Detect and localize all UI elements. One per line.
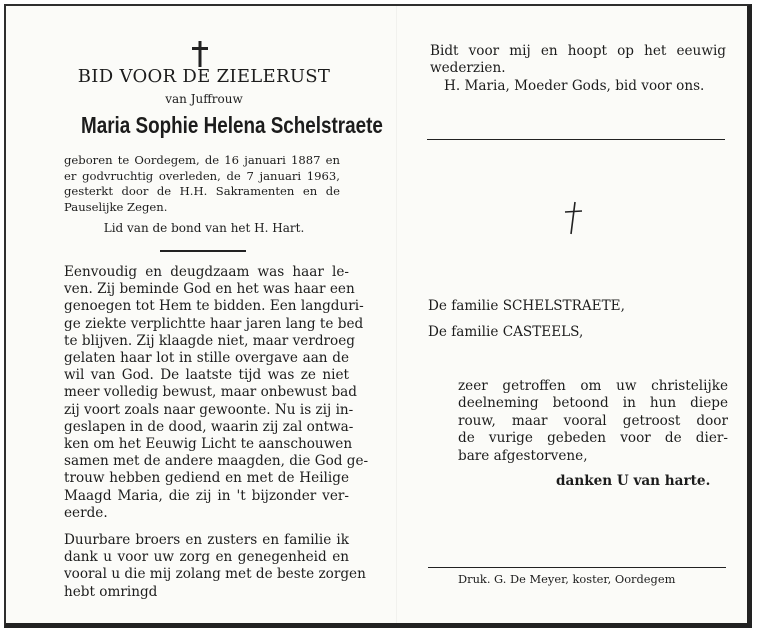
text-line: eerde. bbox=[64, 504, 108, 521]
prayer-line: Bidt voor mij en hoopt op het eeuwig bbox=[430, 43, 726, 59]
latin-cross-icon bbox=[192, 41, 208, 67]
thanks-text bbox=[458, 378, 728, 465]
van-juffrouw: van Juffrouw bbox=[165, 92, 243, 106]
text-line: hebt omringd bbox=[64, 583, 158, 600]
text-line: te blijven. Zij klaagde niet, maar verdroeg bbox=[64, 332, 355, 349]
divider bbox=[428, 567, 726, 568]
text-line: samen met de andere maagden, die God ge- bbox=[64, 453, 369, 470]
thanks-line: deelneming betoond in hun diepe bbox=[458, 395, 728, 412]
family-casteels: De familie CASTEELS, bbox=[428, 324, 584, 340]
thanks-line: bare afgestorvene, bbox=[458, 447, 588, 464]
bio-line: gesterkt door de H.H. Sakramenten en de bbox=[64, 184, 340, 199]
deceased-name: Maria Sophie Helena Schelstraete bbox=[81, 112, 383, 138]
text-line: dank u voor uw zorg en genegenheid en bbox=[64, 549, 349, 566]
text-line: wil van God. De laatste tijd was ze niet bbox=[64, 367, 349, 384]
prayer-heading: BID VOOR DE ZIELERUST bbox=[77, 66, 331, 87]
bio-line: er godvruchtig overleden, de 7 januari 1963, bbox=[64, 168, 340, 183]
divider bbox=[160, 250, 246, 252]
prayer-line: H. Maria, Moeder Gods, bid voor ons. bbox=[444, 77, 705, 94]
fold-line bbox=[396, 6, 397, 623]
bio-line: geboren te Oordegem, de 16 januari 1887 en bbox=[64, 153, 340, 167]
text-line: Duurbare broers en zusters en familie ik bbox=[64, 532, 349, 549]
printer-credit: Druk. G. De Meyer, koster, Oordegem bbox=[458, 572, 676, 586]
text-line: geslapen in de dood, waarin zij zal ontwa- bbox=[64, 418, 354, 435]
membership-line: Lid van de bond van het H. Hart. bbox=[103, 221, 305, 235]
text-line: ken om het Eeuwig Licht te aanschouwen bbox=[64, 436, 353, 453]
bio-line: Pauselijke Zegen. bbox=[64, 199, 168, 214]
prayer-invocation bbox=[430, 43, 726, 95]
prayer-line: wederzien. bbox=[430, 60, 506, 77]
divider bbox=[427, 139, 725, 140]
text-line: zij voort zoals naar gewoonte. Nu is zij in- bbox=[64, 401, 354, 418]
family-schelstraete: De familie SCHELSTRAETE, bbox=[428, 298, 625, 314]
thanks-line: rouw, maar vooral getroost door bbox=[458, 412, 728, 429]
life-text bbox=[64, 264, 369, 601]
text-line: vooral u die mij zolang met de beste zorgen bbox=[64, 566, 366, 583]
thanks-line: de vurige gebeden voor de dier- bbox=[458, 430, 728, 447]
text-line: Eenvoudig en deugdzaam was haar le- bbox=[64, 264, 349, 280]
text-line: Maagd Maria, die zij in 't bijzonder ver- bbox=[64, 487, 349, 504]
thanks-line: zeer getroffen om uw christelijke bbox=[458, 378, 728, 394]
small-cross-icon bbox=[562, 200, 584, 236]
text-line: meer volledig bewust, maar onbewust bad bbox=[64, 384, 357, 401]
biography bbox=[64, 153, 340, 215]
text-line: ge ziekte verplichtte haar jaren lang te bed bbox=[64, 315, 364, 332]
text-line: trouw hebben gediend en met de Heilige bbox=[64, 470, 349, 487]
text-line: genoegen tot Hem te bidden. Een langduri- bbox=[64, 298, 364, 315]
signoff: danken U van harte. bbox=[556, 473, 711, 489]
text-line: gelaten haar lot in stille overgave aan de bbox=[64, 350, 349, 367]
text-line: ven. Zij beminde God en het was haar een bbox=[64, 281, 355, 298]
